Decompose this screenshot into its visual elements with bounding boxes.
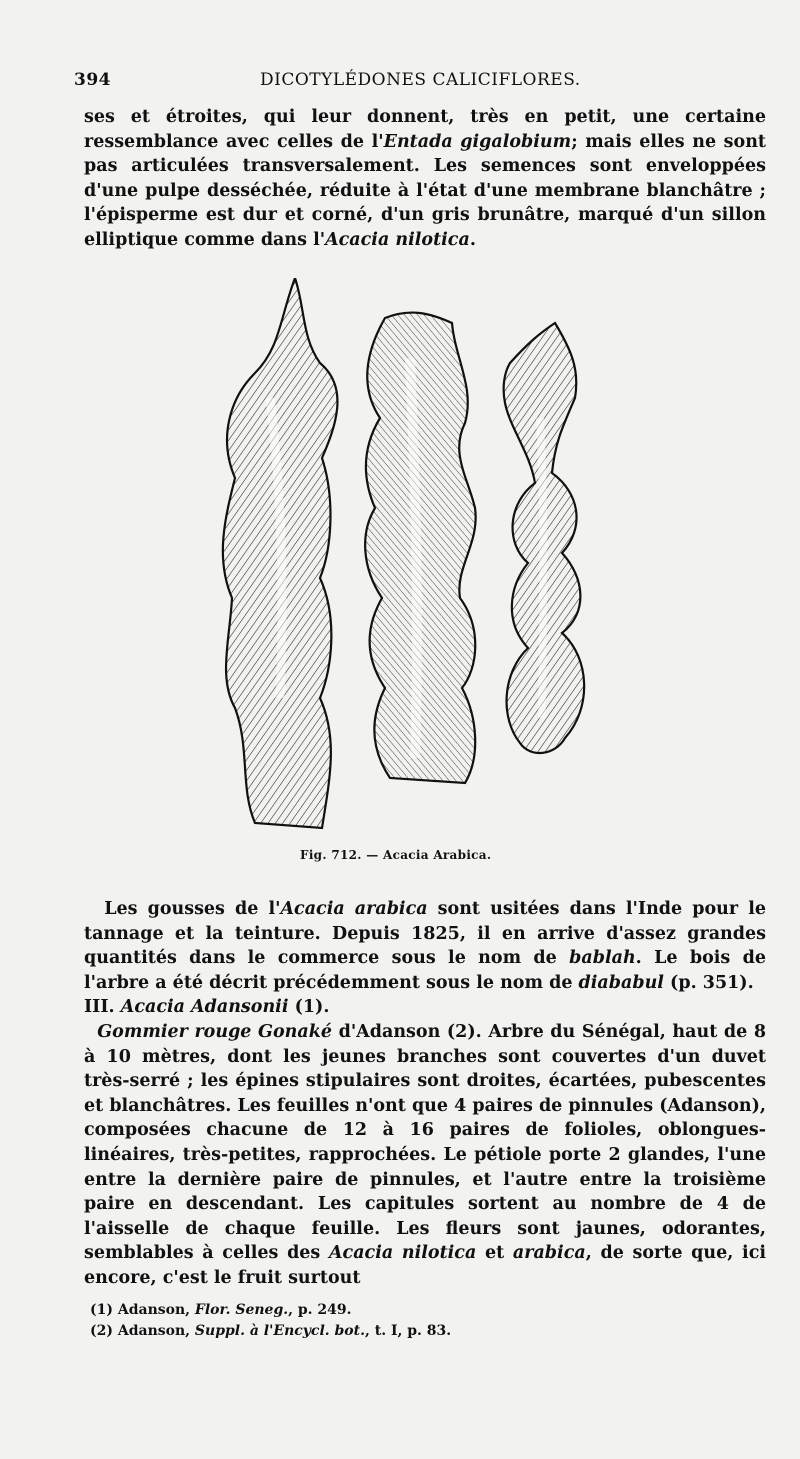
running-title: DICOTYLÉDONES CALICIFLORES. (260, 70, 581, 90)
species-name: Acacia nilotica (328, 1243, 477, 1264)
text-run: . Le bois de l'arbre a été décrit précédemment sous le nom de (84, 948, 766, 993)
common-name: Gommier rouge Gonaké (97, 1022, 332, 1042)
text-run: (1). (288, 997, 330, 1017)
species-name: Entada gigalobium (383, 131, 572, 152)
paragraph-adansonii (84, 1020, 766, 1291)
text-run: , t. I, p. 83. (364, 1323, 452, 1339)
text-run: et (476, 1243, 513, 1264)
page-number: 394 (74, 70, 111, 90)
species-name: arabica (512, 1243, 586, 1264)
figure-caption: Fig. 712. — Acacia Arabica. (300, 848, 492, 862)
footnote (90, 1300, 710, 1321)
text-run: d'Adanson (2). Arbre du Sénégal, haut de 8 à 10 mètres, dont les jeunes branches sont couvertes d'un duvet très-serré ; les épines stipulaires sont droites, écartées, pubescentes et blanchâtres. Les feuilles n'ont que 4 paires de pinnules (Adanson), composées chacune de 12 à 16 paires de folioles, oblongues-linéaires, très-petites, rapprochées. Le pétiole porte 2 glandes, l'une entre la dernière paire de pinnules, et l'autre entre la troisième paire en descendant. Les capitules sortent au nombre de 4 de l'aisselle de chaque feuille. Les fleurs sont jaunes, odorantes, semblables à celles des (84, 1022, 767, 1264)
text-run: (1) Adanson, (90, 1302, 195, 1318)
footnotes (90, 1300, 710, 1342)
text-run: (p. 351). (663, 972, 754, 993)
text-run: . (469, 229, 476, 250)
text-run: Les gousses de l' (104, 899, 281, 919)
citation-title: Suppl. à l'Encycl. bot. (194, 1323, 365, 1339)
text-run: (2) Adanson, (90, 1323, 195, 1339)
paragraph-uses (84, 897, 766, 995)
text-run: ; mais elles ne sont pas articulées transversalement. Les semences sont enveloppées d'une pulpe desséchée, réduite à l'état d'une membrane blanchâtre ; l'épisperme est dur et corné, d'un gris brunâtre, marqué d'un sillon elliptique comme dans l' (84, 131, 767, 250)
pod-right (504, 323, 585, 753)
species-name: Acacia nilotica (325, 229, 470, 250)
trade-name: diababul (578, 972, 664, 993)
trade-name: bablah (569, 948, 636, 969)
citation-title: Flor. Seneg. (194, 1302, 289, 1318)
pod-left (223, 278, 338, 828)
text-run: , p. 249. (288, 1302, 352, 1318)
section-number: III. (84, 997, 121, 1017)
text-run: ses et étroites, qui leur donnent, très en petit, une certaine ressemblance avec celles de l' (84, 107, 766, 152)
species-name: Acacia Adansonii (120, 997, 289, 1017)
text-run: sont usitées dans l'Inde pour le tannage et la teinture. Depuis 1825, il en arrive d'assez grandes quantités dans le commerce sous le nom de (84, 899, 766, 969)
species-name: Acacia arabica (280, 899, 428, 919)
figure-acacia-pods (210, 278, 620, 838)
footnote (90, 1321, 710, 1342)
pod-middle (365, 313, 476, 783)
paragraph-pod-description (84, 105, 766, 253)
text-run: , de sorte que, ici encore, c'est le fruit surtout (84, 1243, 766, 1288)
section-heading (84, 995, 766, 1020)
